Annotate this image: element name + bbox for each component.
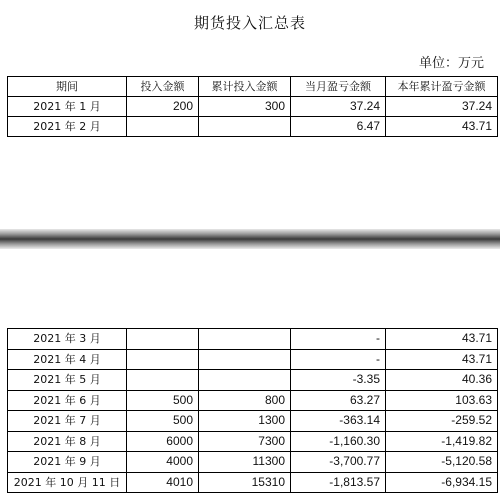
cell-period: 2021 年 2 月: [8, 117, 127, 137]
cell-monthly-pnl: 6.47: [291, 117, 386, 137]
cell-cumulative-investment: [199, 117, 291, 137]
cell-ytd-pnl: 37.24: [386, 97, 498, 117]
cell-period: 2021 年 9 月: [8, 452, 127, 473]
page-break-separator: [0, 229, 500, 249]
header-ytd-pnl: 本年累计盈亏金额: [386, 77, 498, 97]
header-investment: 投入金额: [127, 77, 199, 97]
cell-investment: [127, 349, 199, 370]
cell-ytd-pnl: -259.52: [386, 411, 498, 432]
table-row: [8, 370, 498, 391]
cell-cumulative-investment: 15310: [199, 472, 291, 493]
table-row: [8, 390, 498, 411]
cell-investment: 500: [127, 411, 199, 432]
cell-ytd-pnl: -6,934.15: [386, 472, 498, 493]
table-row: [8, 117, 498, 137]
summary-table-bottom: [7, 328, 498, 493]
cell-cumulative-investment: 11300: [199, 452, 291, 473]
cell-period: 2021 年 7 月: [8, 411, 127, 432]
cell-investment: 200: [127, 97, 199, 117]
cell-ytd-pnl: 103.63: [386, 390, 498, 411]
cell-cumulative-investment: [199, 329, 291, 350]
unit-label: 单位：万元: [418, 56, 484, 71]
cell-investment: 4000: [127, 452, 199, 473]
cell-cumulative-investment: [199, 370, 291, 391]
cell-ytd-pnl: 43.71: [386, 349, 498, 370]
cell-ytd-pnl: -1,419.82: [386, 431, 498, 452]
cell-investment: [127, 370, 199, 391]
cell-monthly-pnl: -363.14: [291, 411, 386, 432]
cell-investment: 4010: [127, 472, 199, 493]
document-title: 期货投入汇总表: [193, 14, 306, 32]
cell-ytd-pnl: 40.36: [386, 370, 498, 391]
cell-cumulative-investment: 300: [199, 97, 291, 117]
cell-period: 2021 年 5 月: [8, 370, 127, 391]
cell-cumulative-investment: 1300: [199, 411, 291, 432]
header-cumulative-investment: 累计投入金额: [199, 77, 291, 97]
cell-period: 2021 年 1 月: [8, 97, 127, 117]
summary-table-top: [7, 76, 498, 137]
cell-monthly-pnl: -1,813.57: [291, 472, 386, 493]
cell-monthly-pnl: 37.24: [291, 97, 386, 117]
header-period: 期间: [8, 77, 127, 97]
cell-investment: [127, 117, 199, 137]
cell-period: 2021 年 4 月: [8, 349, 127, 370]
cell-ytd-pnl: 43.71: [386, 117, 498, 137]
cell-ytd-pnl: -5,120.58: [386, 452, 498, 473]
cell-period: 2021 年 8 月: [8, 431, 127, 452]
cell-monthly-pnl: -: [291, 349, 386, 370]
table-row: [8, 329, 498, 350]
header-monthly-pnl: 当月盈亏金额: [291, 77, 386, 97]
table-row: [8, 472, 498, 493]
cell-investment: 6000: [127, 431, 199, 452]
cell-monthly-pnl: -: [291, 329, 386, 350]
cell-period: 2021 年 10 月 11 日: [8, 472, 127, 493]
header-row: [8, 77, 498, 97]
cell-monthly-pnl: -3.35: [291, 370, 386, 391]
cell-period: 2021 年 3 月: [8, 329, 127, 350]
table-row: [8, 97, 498, 117]
table-row: [8, 349, 498, 370]
cell-monthly-pnl: -1,160.30: [291, 431, 386, 452]
cell-period: 2021 年 6 月: [8, 390, 127, 411]
table-row: [8, 411, 498, 432]
cell-cumulative-investment: 800: [199, 390, 291, 411]
table-row: [8, 431, 498, 452]
table-row: [8, 452, 498, 473]
cell-monthly-pnl: 63.27: [291, 390, 386, 411]
cell-investment: [127, 329, 199, 350]
cell-ytd-pnl: 43.71: [386, 329, 498, 350]
cell-cumulative-investment: [199, 349, 291, 370]
cell-investment: 500: [127, 390, 199, 411]
cell-monthly-pnl: -3,700.77: [291, 452, 386, 473]
cell-cumulative-investment: 7300: [199, 431, 291, 452]
